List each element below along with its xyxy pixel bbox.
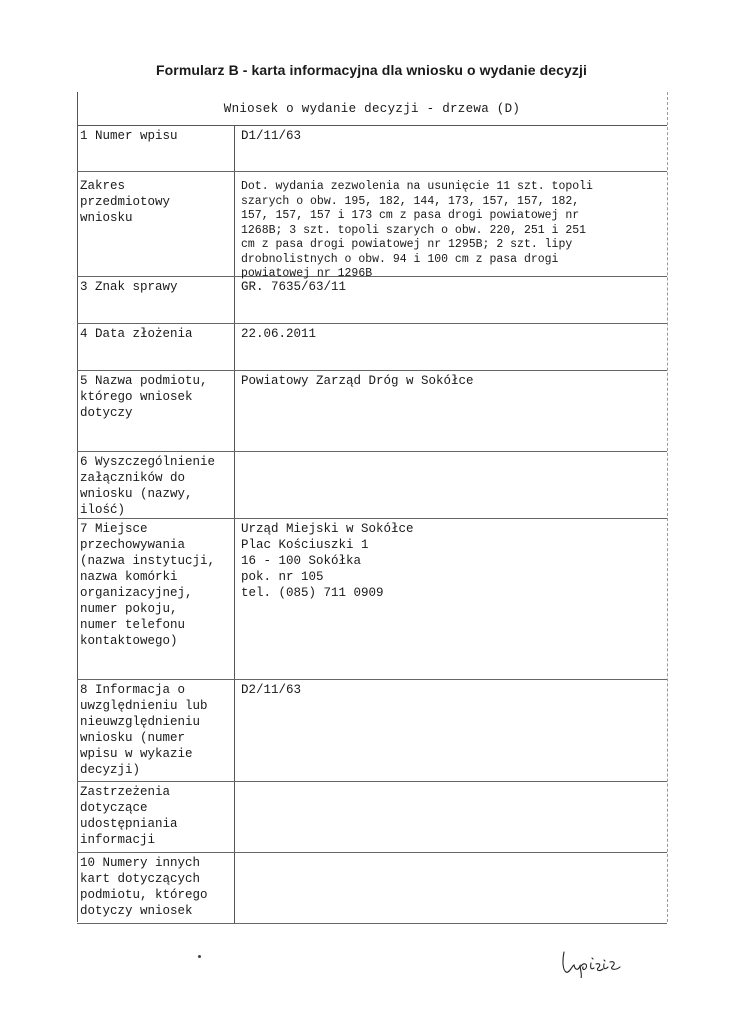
table-row-attachments — [77, 452, 667, 519]
table-row-submission-date — [77, 324, 667, 371]
row-label: 7 Miejsce przechowywania (nazwa instytucji, nazwa komórki organizacyjnej, numer pokoju, numer telefonu kontaktowego) — [77, 519, 235, 679]
row-label: 3 Znak sprawy — [77, 277, 235, 323]
table-row-restrictions — [77, 782, 667, 853]
row-value: D2/11/63 — [241, 683, 302, 697]
row-label: 8 Informacja o uwzględnieniu lub nieuwzględnieniu wniosku (numer wpisu w wykazie decyzji) — [77, 680, 235, 781]
table-row-case-number — [77, 277, 667, 324]
row-value: 22.06.2011 — [241, 327, 317, 341]
row-label: 1 Numer wpisu — [77, 126, 235, 171]
table-row-storage-place — [77, 519, 667, 680]
form-title: Formularz B - karta informacyjna dla wniosku o wydanie decyzji — [156, 62, 587, 78]
row-value: D1/11/63 — [241, 129, 302, 143]
row-label: Zastrzeżenia dotyczące udostępniania informacji — [77, 782, 235, 852]
table-right-border — [667, 92, 668, 922]
row-value: GR. 7635/63/11 — [241, 280, 347, 294]
row-label: 6 Wyszczególnienie załączników do wniosku (nazwy, ilość) — [77, 452, 235, 518]
row-value — [235, 853, 667, 923]
table-row-other-cards — [77, 853, 667, 924]
row-label: 5 Nazwa podmiotu, którego wniosek dotyczy — [77, 371, 235, 451]
handwritten-signature — [560, 948, 630, 978]
table-row-entry-number — [77, 126, 667, 172]
row-label: 10 Numery innych kart dotyczących podmiotu, którego dotyczy wniosek — [77, 853, 235, 923]
stray-dot-mark — [198, 955, 201, 958]
table-row-decision-info — [77, 680, 667, 782]
row-value: Urząd Miejski w Sokółce Plac Kościuszki 1 16 - 100 Sokółka pok. nr 105 tel. (085) 711 0909 — [241, 522, 414, 600]
info-card-table — [77, 92, 667, 924]
row-label: Zakres przedmiotowy wniosku — [77, 172, 235, 276]
row-value — [235, 782, 667, 852]
row-value — [235, 452, 667, 518]
row-label: 4 Data złożenia — [77, 324, 235, 370]
table-row-entity-name — [77, 371, 667, 452]
row-value: Powiatowy Zarząd Dróg w Sokółce — [241, 374, 474, 388]
table-row-scope — [77, 172, 667, 280]
row-value: Dot. wydania zezwolenia na usunięcie 11 szt. topoli szarych o obw. 195, 182, 144, 173, 157, 157, 182, 157, 157, 157 i 173 cm z pasa drogi powiatowej nr 1268B; 3 szt. topoli szarych o obw. 220, 251 i 251 cm z pasa drogi powiatowej nr 1295B; 2 szt. lipy drobnolistnych o obw. 94 i 100 cm z pasa drogi powiatowej nr 1296B — [241, 180, 593, 280]
table-header: Wniosek o wydanie decyzji - drzewa (D) — [77, 92, 667, 126]
